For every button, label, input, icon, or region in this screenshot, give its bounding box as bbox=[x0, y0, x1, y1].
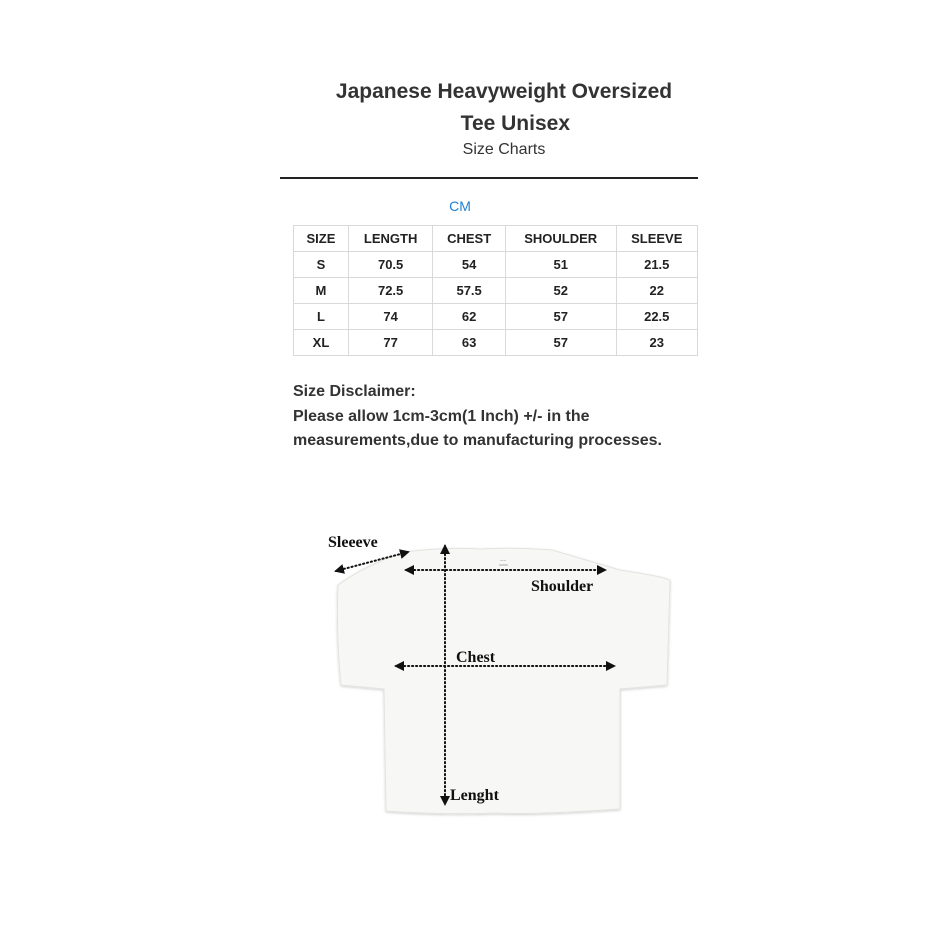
tee-measurement-diagram bbox=[320, 525, 680, 825]
table-cell-length: 72.5 bbox=[348, 278, 432, 304]
unit-label: CM bbox=[449, 198, 471, 214]
table-cell-sleeve: 22.5 bbox=[616, 304, 698, 330]
table-cell-shoulder: 51 bbox=[505, 252, 616, 278]
table-cell-chest: 54 bbox=[433, 252, 506, 278]
size-table bbox=[293, 225, 698, 356]
table-row bbox=[294, 252, 698, 278]
tee-shirt-shape bbox=[337, 548, 670, 813]
page-title-line-1: Japanese Heavyweight Oversized bbox=[335, 80, 673, 103]
header-divider bbox=[280, 177, 698, 179]
disclaimer-line-1: Please allow 1cm-3cm(1 Inch) +/- in the bbox=[293, 407, 590, 425]
page-subtitle: Size Charts bbox=[462, 141, 546, 158]
table-cell-shoulder: 52 bbox=[505, 278, 616, 304]
length-label: Lenght bbox=[450, 787, 499, 804]
table-cell-chest: 62 bbox=[433, 304, 506, 330]
size-table-container bbox=[293, 225, 698, 359]
table-cell-shoulder: 57 bbox=[505, 304, 616, 330]
table-cell-length: 77 bbox=[348, 330, 432, 356]
chest-label: Chest bbox=[456, 649, 496, 666]
table-row bbox=[294, 330, 698, 356]
table-cell-size: M bbox=[294, 278, 349, 304]
column-header-shoulder: SHOULDER bbox=[505, 226, 616, 252]
table-cell-chest: 63 bbox=[433, 330, 506, 356]
disclaimer-heading: Size Disclaimer: bbox=[293, 383, 416, 400]
table-cell-shoulder: 57 bbox=[505, 330, 616, 356]
table-cell-sleeve: 22 bbox=[616, 278, 698, 304]
svg-text:~ ~: ~ ~ bbox=[500, 558, 506, 563]
page-title-line-2: Tee Unisex bbox=[460, 112, 570, 135]
table-row bbox=[294, 278, 698, 304]
shoulder-label: Shoulder bbox=[531, 578, 594, 595]
table-cell-sleeve: 21.5 bbox=[616, 252, 698, 278]
table-header-row bbox=[294, 226, 698, 252]
column-header-size: SIZE bbox=[294, 226, 349, 252]
table-cell-length: 74 bbox=[348, 304, 432, 330]
column-header-length: LENGTH bbox=[348, 226, 432, 252]
table-cell-length: 70.5 bbox=[348, 252, 432, 278]
table-cell-size: L bbox=[294, 304, 349, 330]
sleeve-label: Sleeeve bbox=[328, 534, 378, 551]
column-header-sleeve: SLEEVE bbox=[616, 226, 698, 252]
disclaimer-line-2: measurements,due to manufacturing processes. bbox=[293, 432, 662, 449]
size-disclaimer bbox=[293, 380, 713, 454]
table-cell-chest: 57.5 bbox=[433, 278, 506, 304]
table-cell-sleeve: 23 bbox=[616, 330, 698, 356]
table-row bbox=[294, 304, 698, 330]
tee-diagram-svg bbox=[320, 525, 680, 825]
table-cell-size: XL bbox=[294, 330, 349, 356]
column-header-chest: CHEST bbox=[433, 226, 506, 252]
table-cell-size: S bbox=[294, 252, 349, 278]
